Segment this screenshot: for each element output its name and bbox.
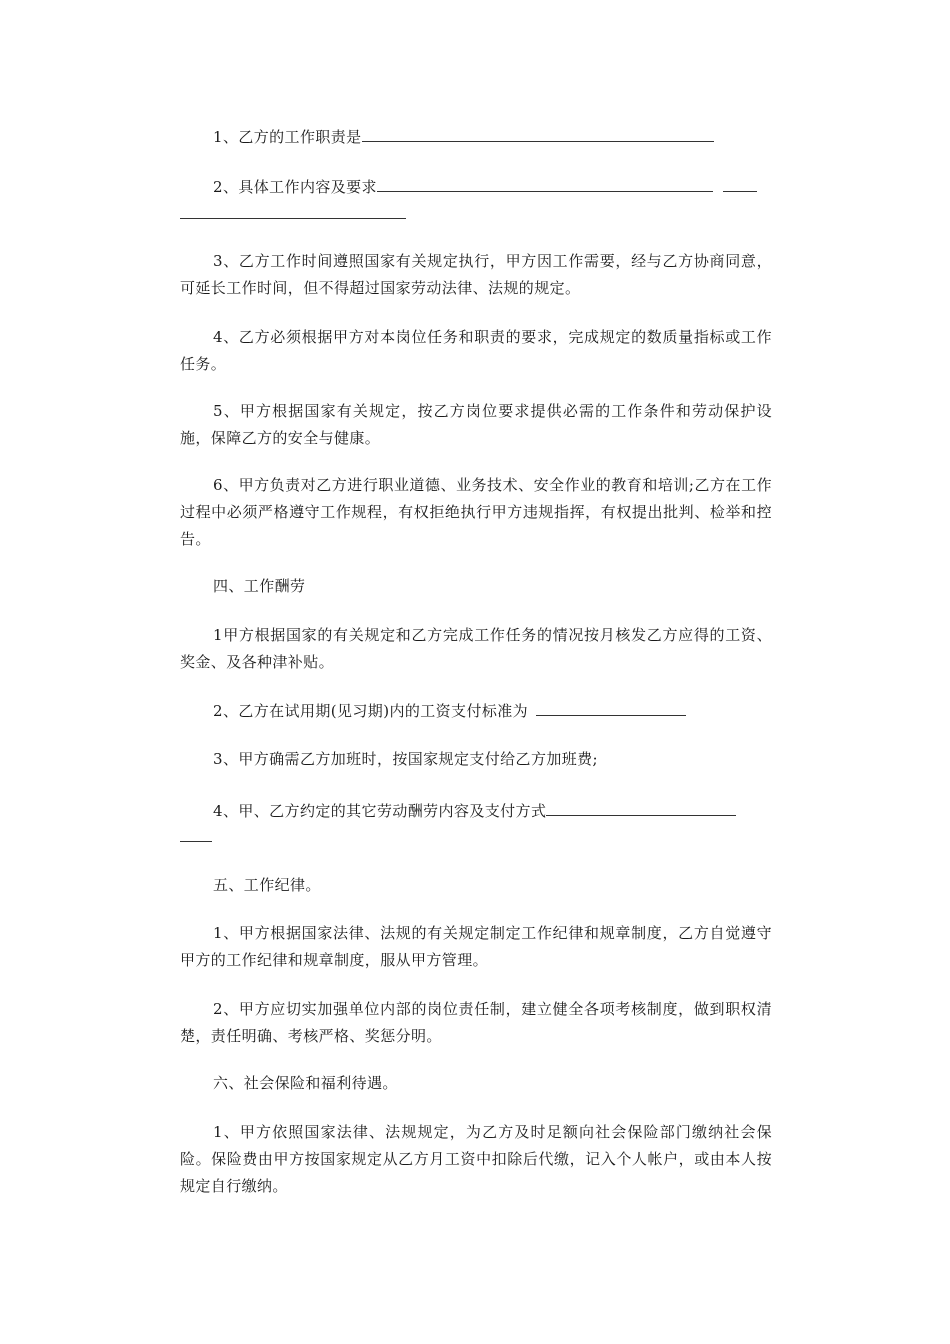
document-page <box>180 0 772 1344</box>
clause-training: 6、甲方负责对乙方进行职业道德、业务技术、安全作业的教育和培训;乙方在工作过程中必须严格遵守工作规程，有权拒绝执行甲方违规指挥，有权提出批判、检举和控告。 <box>180 476 772 548</box>
clause-task-requirements: 4、乙方必须根据甲方对本岗位任务和职责的要求，完成规定的数质量指标或工作任务。 <box>180 328 772 373</box>
clause-probation-pay <box>180 698 772 725</box>
clause-duties-text: 1、乙方的工作职责是 <box>213 128 362 146</box>
section-heading-social-insurance: 六、社会保险和福利待遇。 <box>213 1074 398 1092</box>
fill-blank-line <box>180 218 406 219</box>
section-heading-discipline: 五、工作纪律。 <box>213 876 321 894</box>
clause-work-content <box>180 174 772 201</box>
clause-overtime: 3、甲方确需乙方加班时，按国家规定支付给乙方加班费; <box>213 750 598 768</box>
fill-blank-line <box>536 701 686 716</box>
clause-responsibility: 2、甲方应切实加强单位内部的岗位责任制，建立健全各项考核制度，做到职权清楚，责任明确、考核严格、奖惩分明。 <box>180 1000 772 1045</box>
section-heading-remuneration: 四、工作酬劳 <box>213 577 306 595</box>
clause-working-conditions: 5、甲方根据国家有关规定，按乙方岗位要求提供必需的工作条件和劳动保护设施，保障乙方的安全与健康。 <box>180 402 772 447</box>
clause-salary: 1甲方根据国家的有关规定和乙方完成工作任务的情况按月核发乙方应得的工资、奖金、及各种津补贴。 <box>180 626 772 671</box>
fill-blank-line <box>362 127 714 142</box>
fill-blank-line <box>546 801 736 816</box>
clause-duties <box>180 124 772 151</box>
fill-blank-line <box>723 177 757 192</box>
clause-working-hours: 3、乙方工作时间遵照国家有关规定执行，甲方因工作需要，经与乙方协商同意，可延长工作时间，但不得超过国家劳动法律、法规的规定。 <box>180 252 772 297</box>
clause-other-remuneration-text: 4、甲、乙方约定的其它劳动酬劳内容及支付方式 <box>213 802 547 820</box>
clause-work-content-text: 2、具体工作内容及要求 <box>213 178 377 196</box>
clause-other-remuneration <box>180 798 772 825</box>
fill-blank-line <box>180 841 212 842</box>
clause-probation-pay-text: 2、乙方在试用期(见习期)内的工资支付标准为 <box>213 702 529 720</box>
clause-rules: 1、甲方根据国家法律、法规的有关规定制定工作纪律和规章制度，乙方自觉遵守甲方的工作纪律和规章制度，服从甲方管理。 <box>180 924 772 969</box>
clause-insurance: 1、甲方依照国家法律、法规规定，为乙方及时足额向社会保险部门缴纳社会保险。保险费由甲方按国家规定从乙方月工资中扣除后代缴，记入个人帐户，或由本人按规定自行缴纳。 <box>180 1123 772 1195</box>
fill-blank-line <box>377 177 713 192</box>
